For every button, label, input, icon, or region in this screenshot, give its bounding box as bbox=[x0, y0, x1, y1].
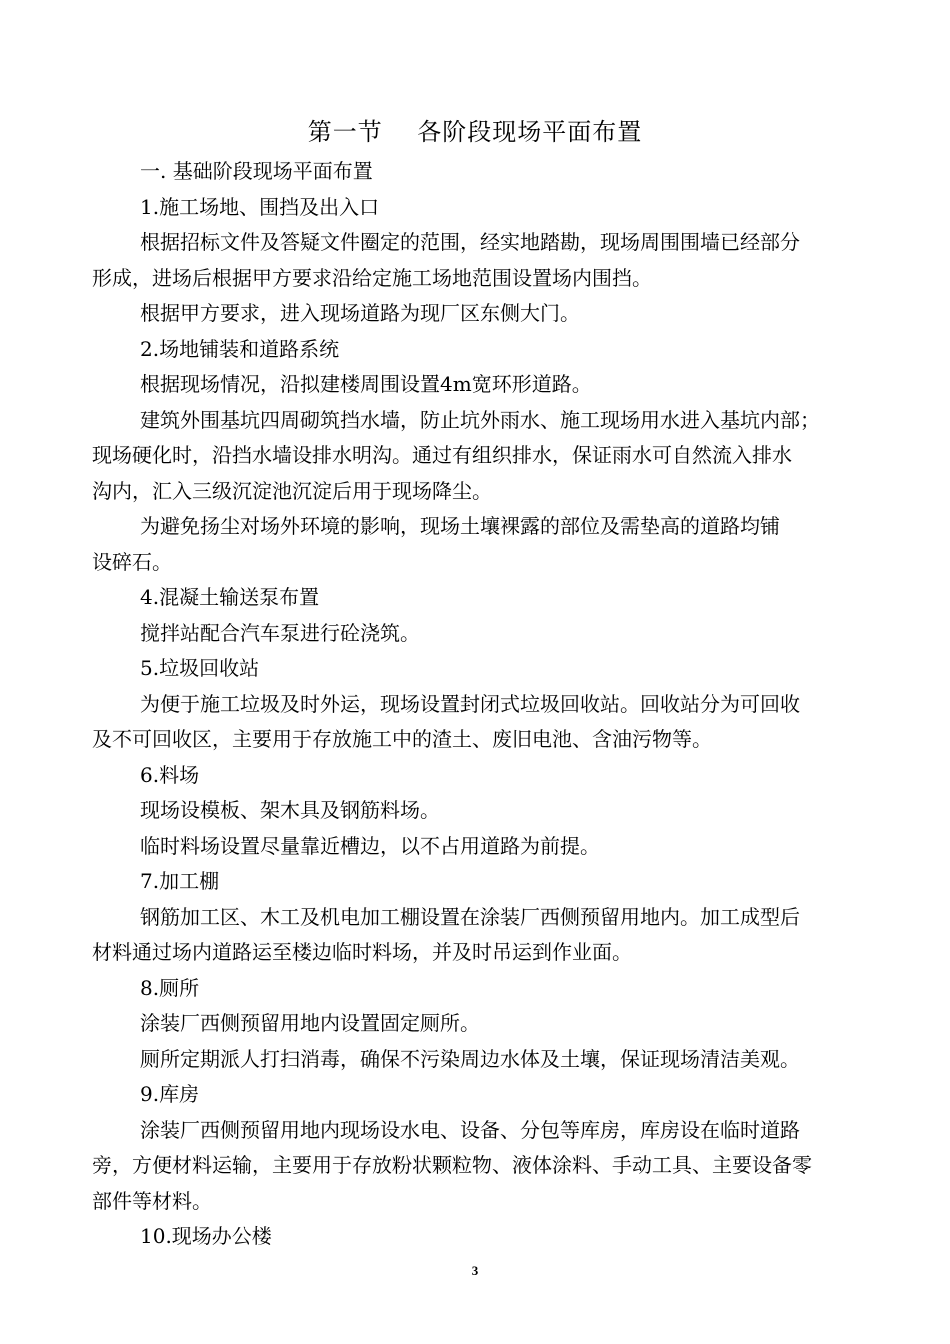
text-line: 8.厕所 bbox=[140, 975, 200, 1000]
text-line: 5.垃圾回收站 bbox=[140, 656, 260, 680]
text-line: 现场设模板、架木具及钢筋料场。 bbox=[140, 798, 440, 822]
text-line: 厕所定期派人打扫消毒，确保不污染周边水体及土壤，保证现场清洁美观。 bbox=[140, 1046, 800, 1071]
text-line: 钢筋加工区、木工及机电加工棚设置在涂装厂西侧预留用地内。加工成型后 bbox=[140, 904, 800, 929]
body-text bbox=[92, 154, 860, 1255]
text-line: 7.加工棚 bbox=[140, 869, 220, 893]
text-line: 部件等材料。 bbox=[92, 1188, 212, 1213]
text-line: 及不可回收区，主要用于存放施工中的渣土、废旧电池、含油污物等。 bbox=[92, 727, 712, 751]
text-line: 涂装厂西侧预留用地内现场设水电、设备、分包等库房，库房设在临时道路 bbox=[140, 1117, 800, 1142]
text-line: 根据现场情况，沿拟建楼周围设置4m宽环形道路。 bbox=[140, 372, 592, 396]
text-line: 建筑外围基坑四周砌筑挡水墙，防止坑外雨水、施工现场用水进入基坑内部； bbox=[140, 407, 820, 432]
text-line: 形成，进场后根据甲方要求沿给定施工场地范围设置场内围挡。 bbox=[92, 265, 652, 290]
text-line: 6.料场 bbox=[140, 762, 200, 787]
text-line: 材料通过场内道路运至楼边临时料场，并及时吊运到作业面。 bbox=[92, 940, 632, 964]
text-line: 为便于施工垃圾及时外运，现场设置封闭式垃圾回收站。回收站分为可回收 bbox=[140, 691, 800, 716]
text-line: 10.现场办公楼 bbox=[140, 1224, 272, 1248]
text-line: 根据甲方要求，进入现场道路为现厂区东侧大门。 bbox=[140, 301, 580, 325]
text-line: 2.场地铺装和道路系统 bbox=[140, 336, 340, 361]
text-line: 4.混凝土输送泵布置 bbox=[140, 585, 320, 609]
page-number: 3 bbox=[471, 1263, 479, 1278]
text-line: 旁，方便材料运输，主要用于存放粉状颗粒物、液体涂料、手动工具、主要设备零 bbox=[92, 1153, 812, 1177]
text-line: 设碎石。 bbox=[92, 549, 172, 574]
text-line: 9.库房 bbox=[140, 1082, 200, 1106]
text-line: 涂装厂西侧预留用地内设置固定厕所。 bbox=[140, 1011, 480, 1035]
text-line: 一. 基础阶段现场平面布置 bbox=[140, 159, 373, 183]
section-title: 第一节 各阶段现场平面布置 bbox=[307, 118, 643, 146]
text-line: 沟内，汇入三级沉淀池沉淀后用于现场降尘。 bbox=[92, 478, 492, 503]
text-line: 临时料场设置尽量靠近槽边，以不占用道路为前提。 bbox=[140, 833, 600, 858]
text-line: 根据招标文件及答疑文件圈定的范围，经实地踏勘，现场周围围墙已经部分 bbox=[140, 230, 800, 254]
text-line: 现场硬化时，沿挡水墙设排水明沟。通过有组织排水，保证雨水可自然流入排水 bbox=[92, 443, 792, 467]
text-line: 搅拌站配合汽车泵进行砼浇筑。 bbox=[140, 620, 420, 645]
text-line: 1.施工场地、围挡及出入口 bbox=[140, 194, 380, 219]
text-line: 为避免扬尘对场外环境的影响，现场土壤裸露的部位及需垫高的道路均铺 bbox=[140, 514, 780, 538]
